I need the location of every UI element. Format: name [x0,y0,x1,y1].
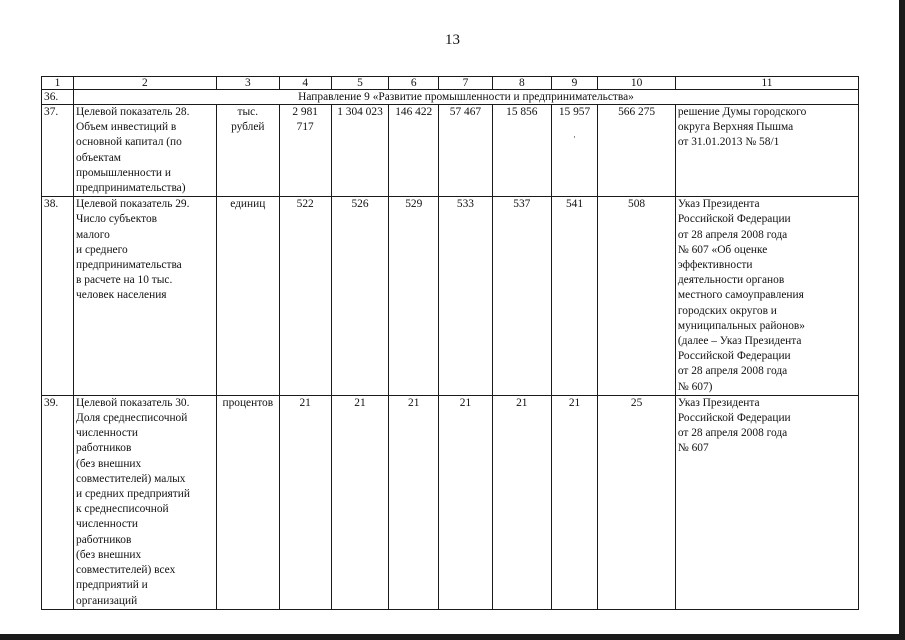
value-col4 [279,395,331,609]
header-cell: 3 [216,77,279,90]
name-line: Объем инвестиций в [76,121,177,134]
value-col10: 508 [598,197,676,396]
indicator-name [74,105,217,197]
value-col5: 1 304 023 [331,105,389,197]
basis-line: (далее – Указ Президента [677,335,802,348]
header-cell: 2 [74,77,217,90]
page-number: 13 [445,32,460,48]
name-line: предприятий и [76,579,148,592]
indicator-name [74,197,217,396]
value-line: 522 [296,198,314,211]
basis-line: Российской Федерации [677,350,791,363]
basis-line: № 607) [677,380,713,393]
basis-line: округа Верхняя Пышма [677,121,794,134]
basis-cell [675,395,858,609]
basis-line: от 28 апреля 2008 года [677,427,788,440]
basis-cell [675,197,858,396]
value-col5: 526 [331,197,389,396]
value-col10: 25 [598,395,676,609]
header-cell: 8 [492,77,551,90]
name-line: предпринимательства [76,259,182,272]
basis-line: деятельности органов [677,274,785,287]
name-line: численности [76,427,138,440]
section-number: 36. [42,90,74,105]
name-line: работников [76,442,132,455]
name-line: Доля среднесписочной [76,412,188,425]
unit-cell [216,197,279,396]
name-line: и средних предприятий [76,488,190,501]
basis-line: Указ Президента [677,396,760,409]
name-line: организаций [76,594,138,607]
name-line: человек населения [76,289,167,302]
value-col7: 21 [439,395,493,609]
basis-line: от 28 апреля 2008 года [677,365,788,378]
value-col8: 21 [492,395,551,609]
unit-line: рублей [231,121,265,134]
basis-line: № 607 «Об оценке [677,243,768,256]
row-number: 38. [42,197,74,396]
value-col6: 529 [389,197,439,396]
basis-line: Российской Федерации [677,213,791,226]
name-line: Целевой показатель 29. [76,198,190,211]
name-line: Число субъектов [76,213,158,226]
name-line: Целевой показатель 28. [76,106,190,118]
header-cell: 6 [389,77,439,90]
name-line: Целевой показатель 30. [76,396,190,409]
name-line: промышленности и [76,166,171,179]
header-cell: 11 [675,77,858,90]
basis-line: решение Думы городского [677,106,807,118]
header-cell: 4 [279,77,331,90]
header-row [42,77,859,90]
indicators-table [41,76,859,610]
name-line: работников [76,533,132,546]
header-cell: 7 [439,77,493,90]
name-line: и среднего [76,243,128,256]
basis-cell [675,105,858,197]
value-col10: 566 275 [598,105,676,197]
basis-line: от 31.01.2013 № 58/1 [677,136,780,149]
name-line: численности [76,518,138,531]
value-col4 [279,105,331,197]
value-col9: 541 [551,197,598,396]
indicator-name [74,395,217,609]
header-cell: 1 [42,77,74,90]
value-line: 2 981 [292,106,318,118]
name-line: основной капитал (по [76,136,182,149]
name-line: (без внешних [76,457,142,470]
basis-line: местного самоуправления [677,289,804,302]
basis-line: эффективности [677,259,753,272]
value-line: 21 [299,396,311,409]
header-cell: 9 [551,77,598,90]
name-line: объектам [76,151,121,164]
name-line: (без внешних [76,548,142,561]
name-line: к среднесписочной [76,503,169,516]
basis-line: Указ Президента [677,198,760,211]
value-col7: 533 [439,197,493,396]
name-line: предпринимательства) [76,182,186,195]
value-col4 [279,197,331,396]
name-line: малого [76,228,110,241]
value-col9: 21 [551,395,598,609]
value-line: 717 [296,121,314,134]
value-line: 15 957 [558,106,591,118]
unit-line: процентов [222,396,274,409]
value-col6: 146 422 [389,105,439,197]
unit-line: единиц [230,198,266,211]
value-col8: 537 [492,197,551,396]
name-line: совместителей) малых [76,472,186,485]
basis-line: от 28 апреля 2008 года [677,228,788,241]
table-row [42,105,859,197]
header-cell: 10 [598,77,676,90]
table-row [42,197,859,396]
header-cell: 5 [331,77,389,90]
unit-cell [216,395,279,609]
value-col7: 57 467 [439,105,493,197]
basis-line: городских округов и [677,304,777,317]
row-number: 39. [42,395,74,609]
stray-mark: · [573,132,577,143]
row-number: 37. [42,105,74,197]
value-col8: 15 856 [492,105,551,197]
name-line: в расчете на 10 тыс. [76,274,173,287]
basis-line: № 607 [677,442,709,455]
value-col5: 21 [331,395,389,609]
section-row [42,90,859,105]
value-col6: 21 [389,395,439,609]
unit-line: тыс. [237,106,259,118]
basis-line: муниципальных районов» [677,319,805,332]
name-line: совместителей) всех [76,564,176,577]
section-title: Направление 9 «Развитие промышленности и предпринимательства» [74,90,859,105]
basis-line: Российской Федерации [677,412,791,425]
table-row [42,395,859,609]
unit-cell [216,105,279,197]
value-col9 [551,105,598,197]
